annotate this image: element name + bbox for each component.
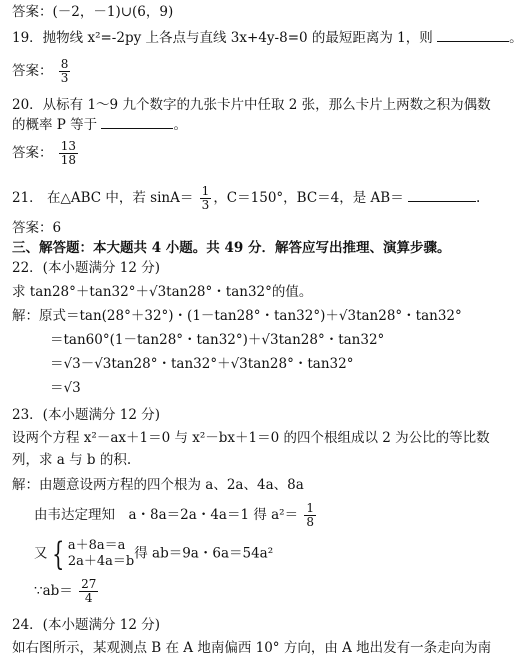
question-23-heading: 23．(本小题满分 12 分) [12, 407, 160, 423]
solution-22-line-4: ＝√3 [50, 380, 81, 396]
question-20-line-2 [12, 115, 187, 135]
question-24-heading: 24．(本小题满分 12 分) [12, 617, 160, 633]
question-19-text: 19．抛物线 x²=-2py 上各点与直线 3x+4y-8=0 的最短距离为 1，则 [12, 30, 433, 46]
question-22-heading: 22．(本小题满分 12 分) [12, 260, 160, 276]
fraction [79, 578, 98, 605]
answer-20 [12, 140, 80, 167]
solution-23-line-2 [34, 502, 318, 529]
denominator: 3 [201, 198, 210, 212]
question-21-text-tail: ，C＝150°，BC＝4，是 AB＝ [213, 190, 404, 206]
denominator: 18 [60, 153, 77, 167]
fraction [304, 502, 316, 529]
fraction [59, 58, 71, 85]
denominator: 8 [306, 515, 315, 529]
numerator: 27 [81, 577, 97, 591]
solution-22-line-2: ＝tan60°(1－tan28°・tan32°)＋√3tan28°・tan32° [50, 332, 385, 348]
dot: . [476, 190, 481, 206]
numerator: 1 [306, 501, 315, 515]
question-21 [12, 185, 480, 212]
solution-23-text-tail: 得 ab＝9a・6a＝54a² [134, 545, 274, 562]
answer-label: 答案： [12, 145, 53, 161]
system-equation-2: 2a＋4a＝b [67, 554, 135, 569]
question-23-line-1: 设两个方程 x²－ax＋1＝0 与 x²－bx＋1＝0 的四个根组成以 2 为公比的等比数 [12, 430, 490, 446]
solution-23-line-1: 解：由题意设两方程的四个根为 a、2a、4a、8a [12, 477, 304, 493]
question-22-text: 求 tan28°＋tan32°＋√3tan28°・tan32°的值。 [12, 284, 313, 300]
solution-23-line-4 [34, 578, 100, 605]
numerator: 8 [60, 57, 69, 71]
question-23-line-2: 列，求 a 与 b 的积. [12, 452, 132, 468]
equation-system [68, 538, 134, 570]
fraction [200, 185, 212, 212]
answer-18: 答案：(－2，－1)∪(6，9) [12, 4, 174, 20]
answer-21: 答案：6 [12, 220, 62, 236]
solution-23-text: 由韦达定理知 a・8a＝2a・4a＝1 得 a²＝ [34, 507, 299, 523]
numerator: 13 [60, 139, 77, 153]
question-20-text: 的概率 P 等于 [12, 117, 98, 133]
question-19 [12, 28, 523, 48]
solution-22-line-1: 解：原式＝tan(28°＋32°)・(1－tan28°・tan32°)＋√3tan28°・tan32° [12, 308, 462, 324]
question-20-line-1: 20．从标有 1～9 九个数字的九张卡片中任取 2 张，那么卡片上两数之积为偶数 [12, 97, 491, 113]
brace: { [51, 535, 64, 573]
solution-22-line-3: ＝√3－√3tan28°・tan32°＋√3tan28°・tan32° [50, 356, 354, 372]
period: 。 [173, 117, 187, 133]
answer-blank-20 [101, 116, 173, 129]
numerator: 1 [201, 184, 210, 198]
solution-23-text: 又 [34, 545, 48, 562]
section-3-heading: 三、解答题：本大题共 4 小题。共 49 分．解答应写出推理、演算步骤。 [12, 240, 451, 256]
solution-23-text: ∵ab＝ [34, 583, 73, 599]
period: 。 [509, 30, 523, 46]
solution-23-line-3 [34, 535, 274, 573]
answer-blank-21 [408, 189, 476, 202]
question-24-text: 如右图所示，某观测点 B 在 A 地南偏西 10° 方向，由 A 地出发有一条走向为南 [12, 640, 492, 656]
system-equation-1: a＋8a＝a [67, 538, 126, 553]
fraction [59, 140, 78, 167]
question-21-text: 21． 在△ABC 中，若 sinA＝ [12, 190, 194, 206]
denominator: 3 [60, 71, 69, 85]
answer-label: 答案： [12, 63, 53, 79]
answer-blank-19 [437, 29, 509, 42]
denominator: 4 [84, 591, 93, 605]
answer-19 [12, 58, 72, 85]
